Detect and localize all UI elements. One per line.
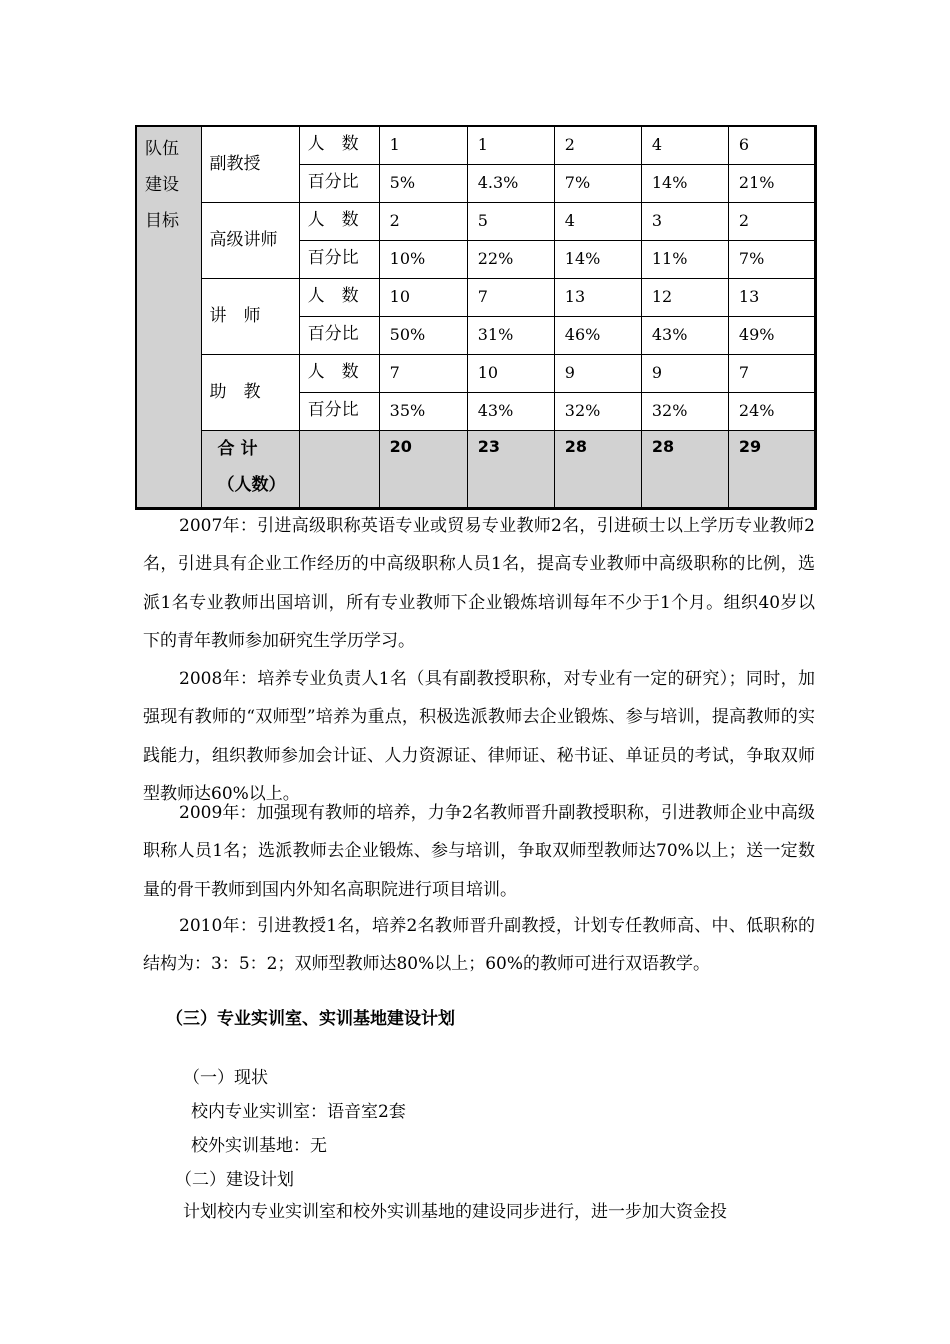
count-value: 9 [641,354,728,392]
percent-value: 10% [379,240,467,278]
count-value: 9 [554,354,641,392]
paragraph-2010: 2010年：引进教授1名，培养2名教师晋升副教授，计划专任教师高、中、低职称的结构为：3：5：2；双师型教师达80%以上；60%的教师可进行双语教学。 [143,916,815,975]
percent-label: 百分比 [299,316,379,354]
side-label-line: 建设 [145,175,179,195]
count-value: 7 [728,354,815,392]
count-value: 5 [467,202,554,240]
side-label-line: 队伍 [145,139,179,159]
count-value: 10 [467,354,554,392]
percent-label: 百分比 [299,164,379,202]
percent-value: 43% [641,316,728,354]
count-value: 10 [379,278,467,316]
count-value: 4 [641,126,728,164]
table-row [136,126,816,164]
count-label: 人 数 [299,202,379,240]
total-value: 28 [554,430,641,508]
percent-value: 21% [728,164,815,202]
percent-value: 31% [467,316,554,354]
count-value: 7 [467,278,554,316]
percent-value: 14% [641,164,728,202]
count-value: 7 [379,354,467,392]
percent-value: 7% [554,164,641,202]
group-name: 助 教 [201,354,299,430]
table-row [136,354,816,392]
group-name: 高级讲师 [201,202,299,278]
percent-label: 百分比 [299,392,379,430]
count-label: 人 数 [299,278,379,316]
count-value: 4 [554,202,641,240]
section-heading: （三）专业实训室、实训基地建设计划 [166,1009,455,1029]
count-value: 1 [379,126,467,164]
percent-value: 14% [554,240,641,278]
line-onsite-lab: 校内专业实训室：语音室2套 [191,1102,406,1122]
side-label-line: 目标 [145,211,179,231]
count-value: 2 [554,126,641,164]
total-row [136,430,816,508]
total-label-unit: （人数） [217,474,286,495]
paragraph-2009: 2009年：加强现有教师的培养，力争2名教师晋升副教授职称，引进教师企业中高级职称人员1名；选派教师去企业锻炼、参与培训，争取双师型教师达70%以上；送一定数量的骨干教师到国内外知名高职院进行项目培训。 [143,803,815,900]
count-value: 6 [728,126,815,164]
percent-value: 46% [554,316,641,354]
percent-value: 24% [728,392,815,430]
percent-value: 22% [467,240,554,278]
percent-value: 35% [379,392,467,430]
total-value: 28 [641,430,728,508]
percent-value: 32% [554,392,641,430]
side-label-cell [136,126,201,508]
line-plan-text: 计划校内专业实训室和校外实训基地的建设同步进行，进一步加大资金投 [183,1202,727,1222]
table-row [136,202,816,240]
count-label: 人 数 [299,126,379,164]
percent-value: 49% [728,316,815,354]
percent-value: 7% [728,240,815,278]
percent-value: 4.3% [467,164,554,202]
count-value: 2 [379,202,467,240]
count-value: 2 [728,202,815,240]
percent-value: 50% [379,316,467,354]
teacher-structure-table [135,125,817,510]
subheading-status: （一）现状 [183,1068,268,1088]
count-value: 13 [728,278,815,316]
percent-label: 百分比 [299,240,379,278]
count-value: 1 [467,126,554,164]
total-label: 合 计 [217,438,258,459]
total-label-cell [201,430,299,508]
count-label: 人 数 [299,354,379,392]
total-empty-cell [299,430,379,508]
count-value: 12 [641,278,728,316]
paragraph-2008: 2008年：培养专业负责人1名（具有副教授职称，对专业有一定的研究）；同时，加强现有教师的“双师型”培养为重点，积极选派教师去企业锻炼、参与培训，提高教师的实践能力，组织教师参加会计证、人力资源证、律师证、秘书证、单证员的考试，争取双师型教师达60%以上。 [143,669,815,804]
table-row [136,278,816,316]
paragraph-2007: 2007年：引进高级职称英语专业或贸易专业教师2名，引进硕士以上学历专业教师2名，引进具有企业工作经历的中高级职称人员1名，提高专业教师中高级职称的比例，选派1名专业教师出国培训，所有专业教师下企业锻炼培训每年不少于1个月。组织40岁以下的青年教师参加研究生学历学习。 [143,516,815,651]
total-value: 20 [379,430,467,508]
total-value: 23 [467,430,554,508]
group-name: 讲 师 [201,278,299,354]
count-value: 3 [641,202,728,240]
count-value: 13 [554,278,641,316]
percent-value: 11% [641,240,728,278]
total-value: 29 [728,430,815,508]
subheading-plan: （二）建设计划 [175,1170,294,1190]
percent-value: 43% [467,392,554,430]
line-offsite-base: 校外实训基地：无 [191,1136,327,1156]
percent-value: 5% [379,164,467,202]
percent-value: 32% [641,392,728,430]
group-name: 副教授 [201,126,299,202]
